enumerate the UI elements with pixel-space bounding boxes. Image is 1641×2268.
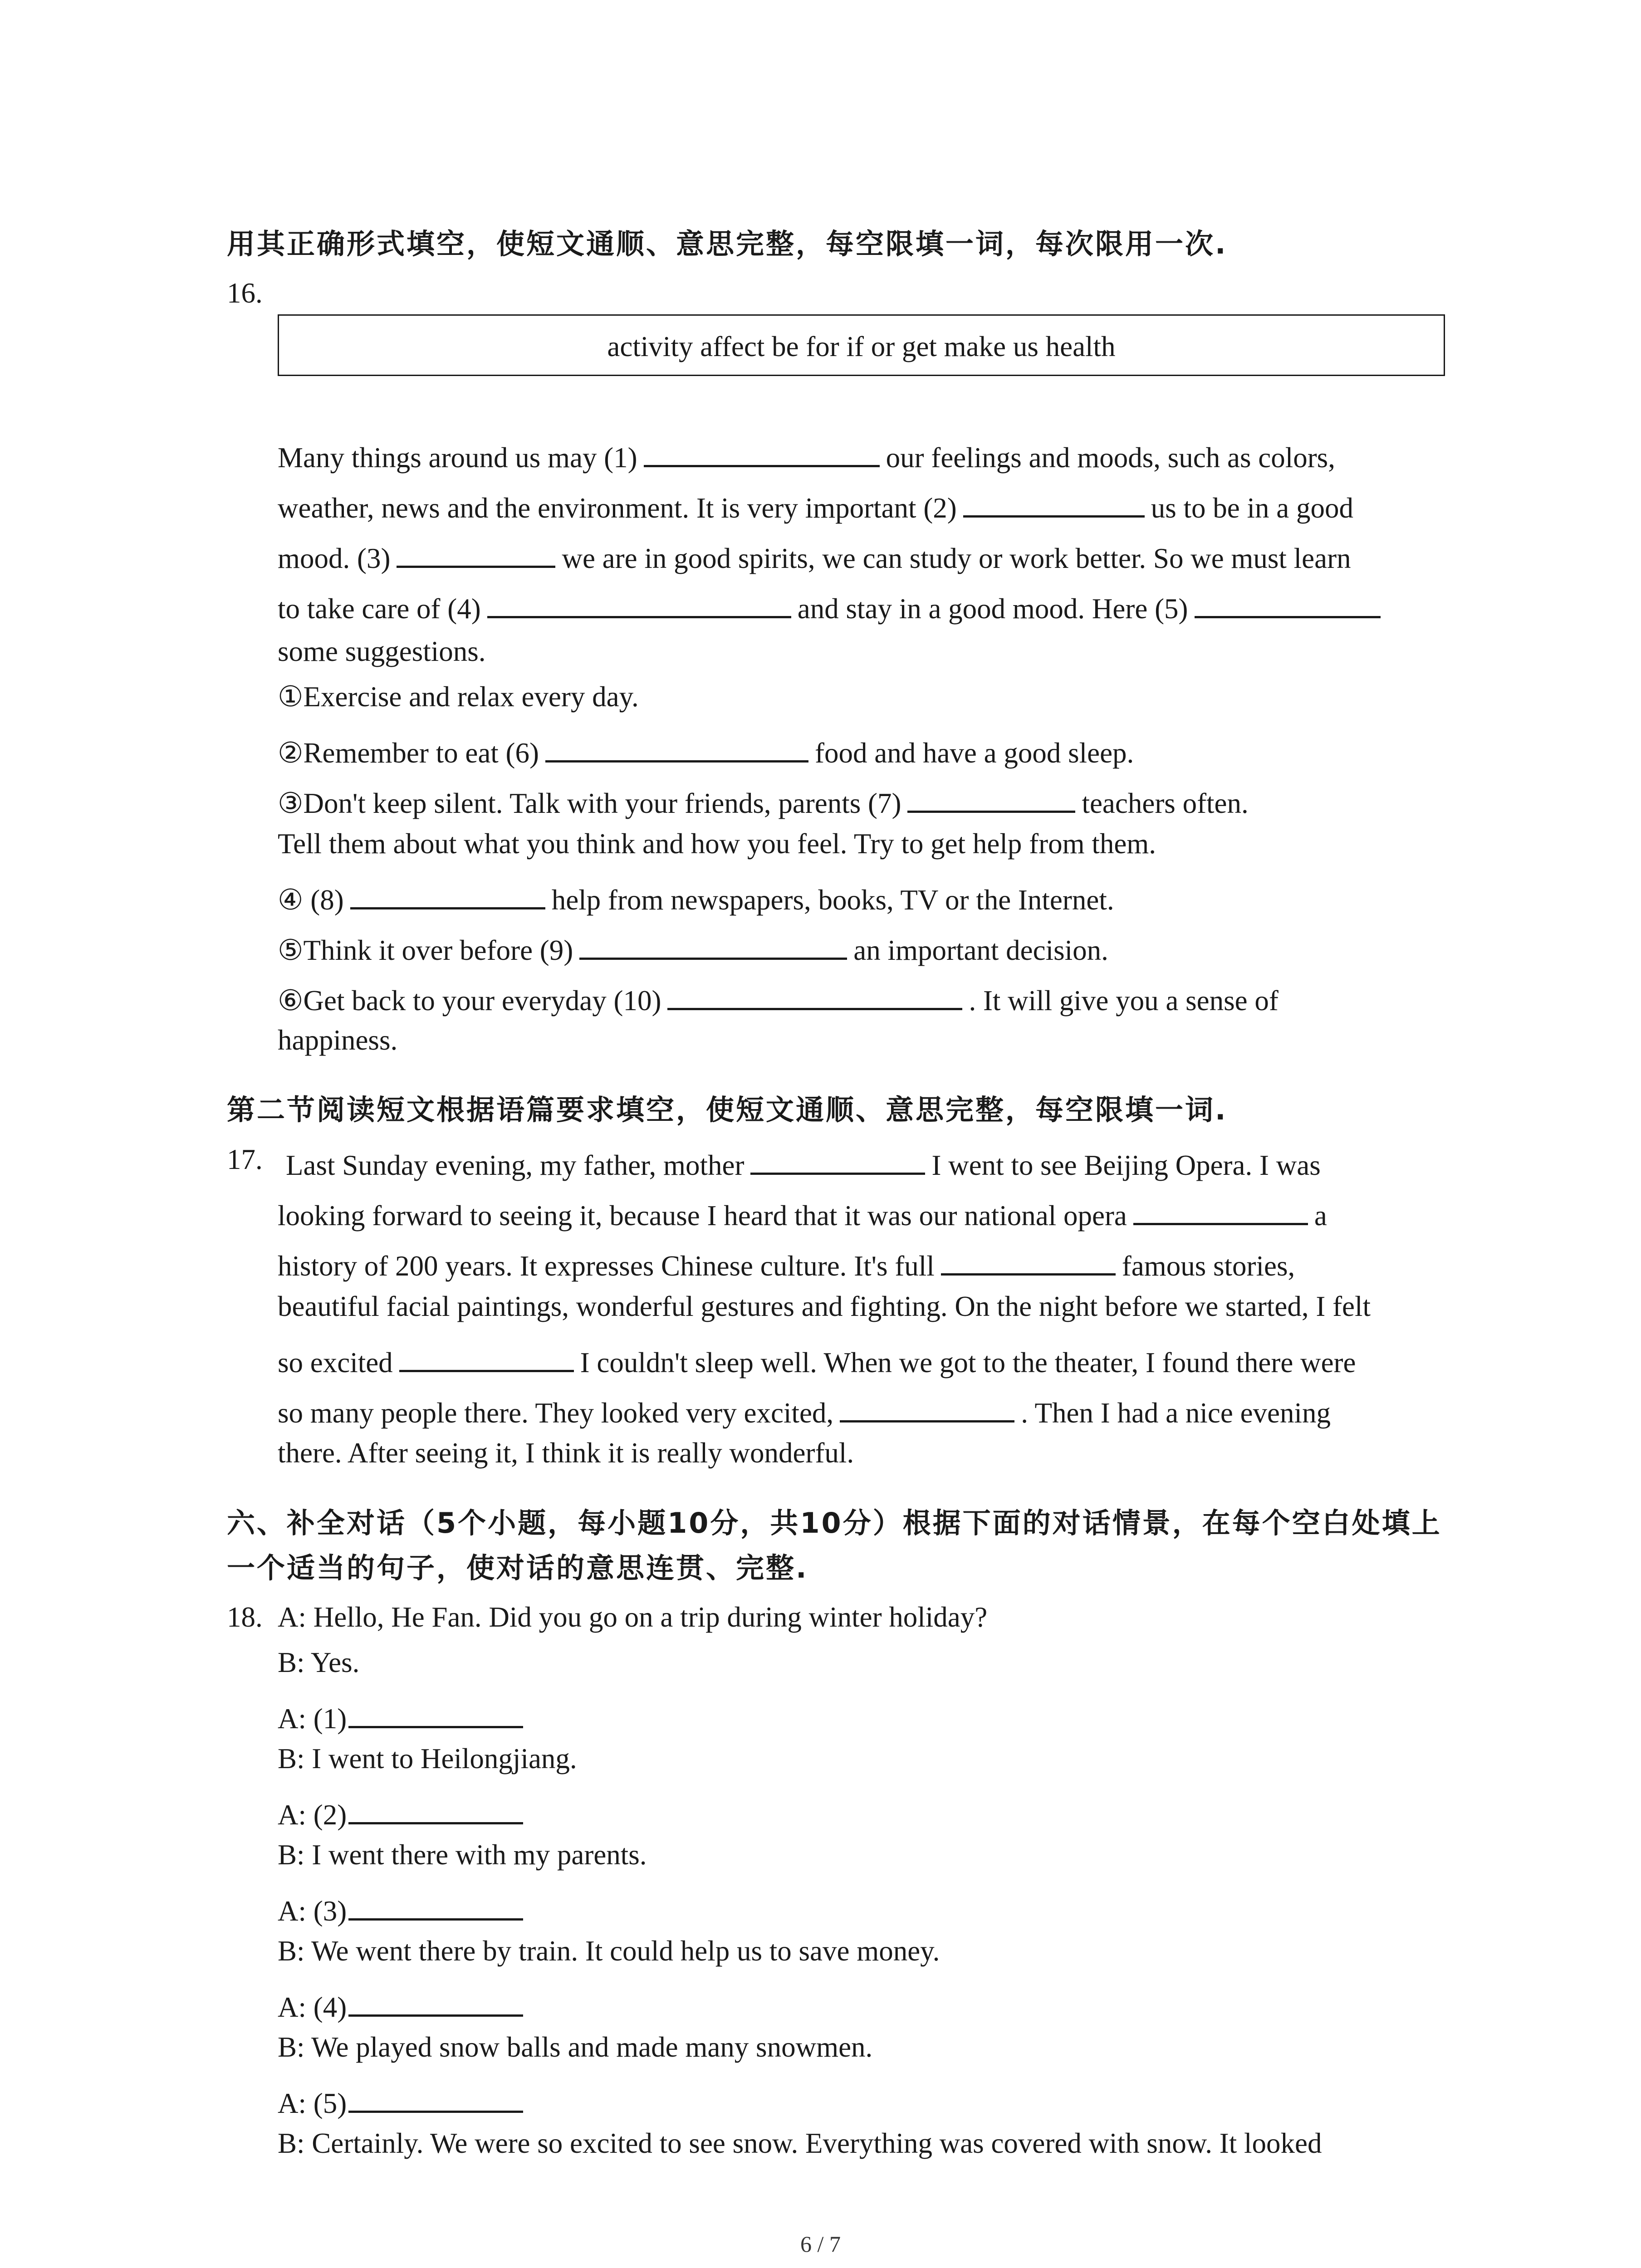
q17-line-4: beautiful facial paintings, wonderful gestures and fighting. On the night before we started, I felt: [278, 1290, 1371, 1322]
dialogue-line-blank-4: A: (4): [278, 1987, 523, 2022]
blank-16-5[interactable]: [1195, 589, 1381, 618]
q16-line-4: to take care of (4) and stay in a good mood. Here (5): [278, 589, 1387, 623]
dialogue-line: B: Certainly. We were so excited to see snow. Everything was covered with snow. It looked: [278, 2127, 1322, 2159]
q16-suggestion-1: ①Exercise and relax every day.: [278, 681, 639, 713]
q16-suggestion-6: ⑥Get back to your everyday (10) . It will give you a sense of: [278, 981, 1279, 1015]
section-heading-reading-fill: 第二节阅读短文根据语篇要求填空，使短文通顺、意思完整，每空限填一词.: [227, 1093, 1228, 1126]
q17-line-1: Last Sunday evening, my father, mother I went to see Beijing Opera. I was: [286, 1145, 1321, 1180]
blank-18-5[interactable]: [348, 2083, 523, 2113]
blank-17-3[interactable]: [941, 1246, 1116, 1276]
q16-line-5: some suggestions.: [278, 635, 486, 667]
question-number-16: 16.: [227, 277, 263, 309]
dialogue-line: A: Hello, He Fan. Did you go on a trip during winter holiday?: [278, 1601, 988, 1633]
blank-16-8[interactable]: [350, 880, 545, 909]
q16-suggestion-3-cont: Tell them about what you think and how you feel. Try to get help from them.: [278, 828, 1156, 860]
blank-16-7[interactable]: [907, 783, 1075, 813]
section-heading-dialogue-line-2: 一个适当的句子，使对话的意思连贯、完整.: [227, 1551, 808, 1584]
blank-18-1[interactable]: [348, 1699, 523, 1728]
blank-17-5[interactable]: [840, 1393, 1014, 1422]
blank-17-1[interactable]: [750, 1145, 925, 1175]
blank-16-2[interactable]: [963, 488, 1145, 518]
q16-line-2: weather, news and the environment. It is very important (2) us to be in a good: [278, 488, 1353, 523]
blank-16-9[interactable]: [579, 930, 847, 960]
page-number: 6 / 7: [800, 2231, 841, 2257]
blank-16-4[interactable]: [487, 589, 791, 618]
blank-17-2[interactable]: [1133, 1196, 1308, 1225]
question-number-17: 17.: [227, 1144, 263, 1175]
dialogue-line: B: We played snow balls and made many snowmen.: [278, 2031, 873, 2063]
q17-line-3: history of 200 years. It expresses Chinese culture. It's full famous stories,: [278, 1246, 1295, 1281]
dialogue-line: B: Yes.: [278, 1647, 360, 1678]
blank-18-4[interactable]: [348, 1987, 523, 2017]
dialogue-line: B: We went there by train. It could help us to save money.: [278, 1935, 940, 1967]
q16-suggestion-6-cont: happiness.: [278, 1024, 398, 1056]
q16-line-1: Many things around us may (1) our feelings and moods, such as colors,: [278, 438, 1335, 472]
blank-16-6[interactable]: [545, 733, 808, 763]
dialogue-line: B: I went to Heilongjiang.: [278, 1743, 577, 1774]
blank-16-3[interactable]: [397, 538, 555, 568]
q16-suggestion-3: ③Don't keep silent. Talk with your friends, parents (7) teachers often.: [278, 783, 1249, 818]
dialogue-line: B: I went there with my parents.: [278, 1839, 647, 1871]
question-number-18: 18.: [227, 1601, 263, 1633]
q17-line-2: looking forward to seeing it, because I heard that it was our national opera a: [278, 1196, 1327, 1230]
q16-suggestion-2: ②Remember to eat (6) food and have a good sleep.: [278, 733, 1134, 767]
blank-18-3[interactable]: [348, 1891, 523, 1921]
q17-line-7: there. After seeing it, I think it is really wonderful.: [278, 1437, 854, 1469]
dialogue-line-blank-3: A: (3): [278, 1891, 523, 1926]
q17-line-5: so excited I couldn't sleep well. When we got to the theater, I found there were: [278, 1343, 1356, 1377]
dialogue-line-blank-5: A: (5): [278, 2083, 523, 2118]
section-heading-dialogue-line-1: 六、补全对话（5个小题，每小题10分，共10分）根据下面的对话情景，在每个空白处填上: [227, 1506, 1442, 1540]
q17-line-6: so many people there. They looked very excited, . Then I had a nice evening: [278, 1393, 1331, 1427]
dialogue-line-blank-1: A: (1): [278, 1699, 523, 1733]
q16-line-3: mood. (3) we are in good spirits, we can study or work better. So we must learn: [278, 538, 1351, 573]
word-bank-box: activity affect be for if or get make us health: [278, 314, 1445, 376]
blank-16-10[interactable]: [667, 981, 962, 1010]
q16-suggestion-5: ⑤Think it over before (9) an important decision.: [278, 930, 1108, 965]
dialogue-line-blank-2: A: (2): [278, 1795, 523, 1829]
section-heading-fill-form: 用其正确形式填空，使短文通顺、意思完整，每空限填一词，每次限用一次.: [227, 227, 1228, 260]
blank-16-1[interactable]: [644, 438, 880, 467]
blank-17-4[interactable]: [399, 1343, 574, 1372]
blank-18-2[interactable]: [348, 1795, 523, 1824]
q16-suggestion-4: ④ (8) help from newspapers, books, TV or the Internet.: [278, 880, 1114, 914]
